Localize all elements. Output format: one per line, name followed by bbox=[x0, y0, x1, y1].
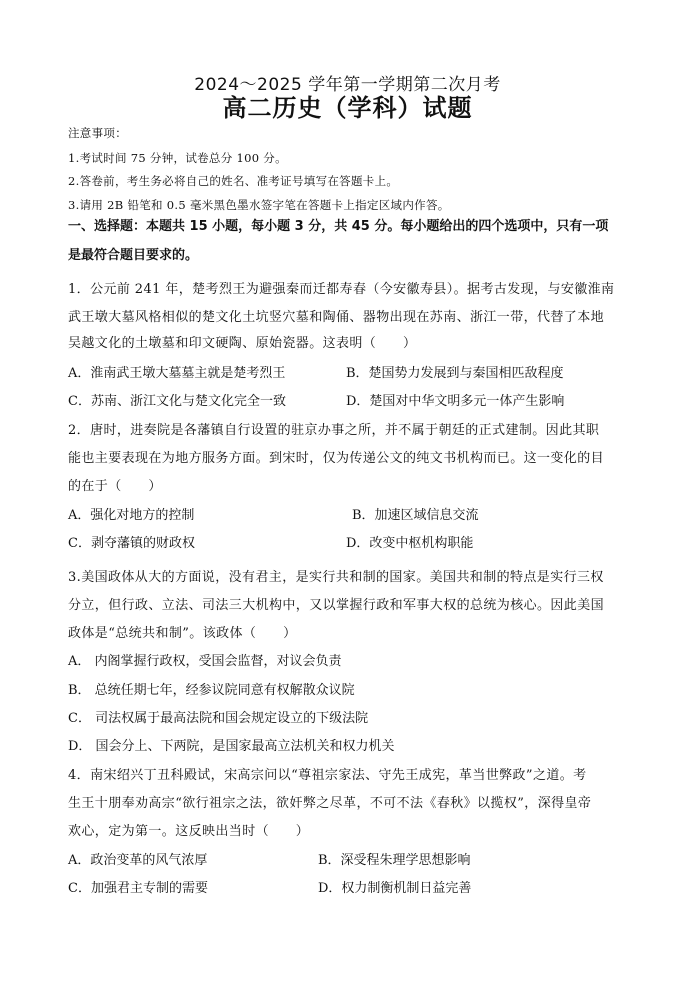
notice-item: 2.答卷前，考生务必将自己的姓名、准考证号填写在答题卡上。 bbox=[68, 174, 399, 188]
question-2-text: 的在于（ ） bbox=[68, 479, 162, 494]
question-2-option-a: A．强化对地方的控制 bbox=[68, 508, 195, 523]
section-heading-line: 是最符合题目要求的。 bbox=[68, 248, 199, 263]
question-4-option-c: C．加强君主专制的需要 bbox=[68, 881, 208, 896]
notice-heading: 注意事项： bbox=[68, 126, 127, 140]
question-4-option-d: D．权力制衡机制日益完善 bbox=[318, 881, 472, 896]
question-2-text: 2．唐时，进奏院是各藩镇自行设置的驻京办事之所，并不属于朝廷的正式建制。因此其职 bbox=[68, 423, 600, 438]
exam-term-title: 2024～2025 学年第一学期第二次月考 bbox=[194, 75, 501, 95]
notice-item: 3.请用 2B 铅笔和 0.5 毫米黑色墨水签字笔在答题卡上指定区域内作答。 bbox=[68, 198, 450, 212]
section-heading-line: 一、选择题：本题共 15 小题，每小题 3 分，共 45 分。每小题给出的四个选项中，只有一项 bbox=[68, 219, 609, 234]
question-2-option-c: C．剥夺藩镇的财政权 bbox=[68, 536, 195, 551]
question-1-option-a: A．淮南武王墩大墓墓主就是楚考烈王 bbox=[68, 366, 286, 381]
question-2-option-d: D．改变中枢机构职能 bbox=[346, 536, 474, 551]
question-3-text: 政体是“总统共和制”。该政体（ ） bbox=[68, 626, 297, 641]
question-1-option-d: D．楚国对中华文明多元一体产生影响 bbox=[346, 394, 565, 409]
question-1-option-c: C．苏南、浙江文化与楚文化完全一致 bbox=[68, 394, 286, 409]
notice-item: 1.考试时间 75 分钟，试卷总分 100 分。 bbox=[68, 151, 287, 165]
question-3-option-b: B． 总统任期七年，经参议院同意有权解散众议院 bbox=[68, 683, 355, 698]
exam-subject-title: 高二历史（学科）试题 bbox=[222, 94, 473, 122]
question-3-option-a: A． 内阁掌握行政权，受国会监督，对议会负责 bbox=[68, 654, 342, 669]
question-4-option-b: B．深受程朱理学思想影响 bbox=[318, 853, 471, 868]
question-1-option-b: B．楚国势力发展到与秦国相匹敌程度 bbox=[346, 366, 564, 381]
question-3-text: 分立，但行政、立法、司法三大机构中，又以掌握行政和军事大权的总统为核心。因此美国 bbox=[68, 598, 605, 613]
question-2-option-b: B．加速区域信息交流 bbox=[352, 508, 479, 523]
question-1-text: 武王墩大墓风格相似的楚文化土坑竖穴墓和陶俑、器物出现在苏南、浙江一带，代替了本地 bbox=[68, 310, 605, 325]
question-4-text: 生王十朋奉劝高宗“欲行祖宗之法，欲奸弊之尽革，不可不法《春秋》以揽权”，深得皇帝 bbox=[68, 796, 592, 811]
question-3-option-c: C． 司法权属于最高法院和国会规定设立的下级法院 bbox=[68, 711, 369, 726]
question-3-option-d: D． 国会分上、下两院，是国家最高立法机关和权力机关 bbox=[68, 739, 395, 754]
question-4-option-a: A．政治变革的风气浓厚 bbox=[68, 853, 208, 868]
question-3-text: 3.美国政体从大的方面说，没有君主，是实行共和制的国家。美国共和制的特点是实行三权 bbox=[68, 570, 604, 585]
question-1-text: 吴越文化的土墩墓和印文硬陶、原始瓷器。这表明（ ） bbox=[68, 336, 417, 351]
question-4-text: 欢心，定为第一。这反映出当时（ ） bbox=[68, 824, 310, 839]
question-1-text: 1．公元前 241 年，楚考烈王为避强秦而迁都寿春（今安徽寿县）。据考古发现，与安徽淮南 bbox=[68, 282, 615, 297]
question-2-text: 能也主要表现在为地方服务方面。到宋时，仅为传递公文的纯文书机构而已。这一变化的目 bbox=[68, 451, 605, 466]
question-4-text: 4．南宋绍兴丁丑科殿试，宋高宗问以“尊祖宗家法、守先王成宪，革当世弊政”之道。考 bbox=[68, 768, 587, 783]
